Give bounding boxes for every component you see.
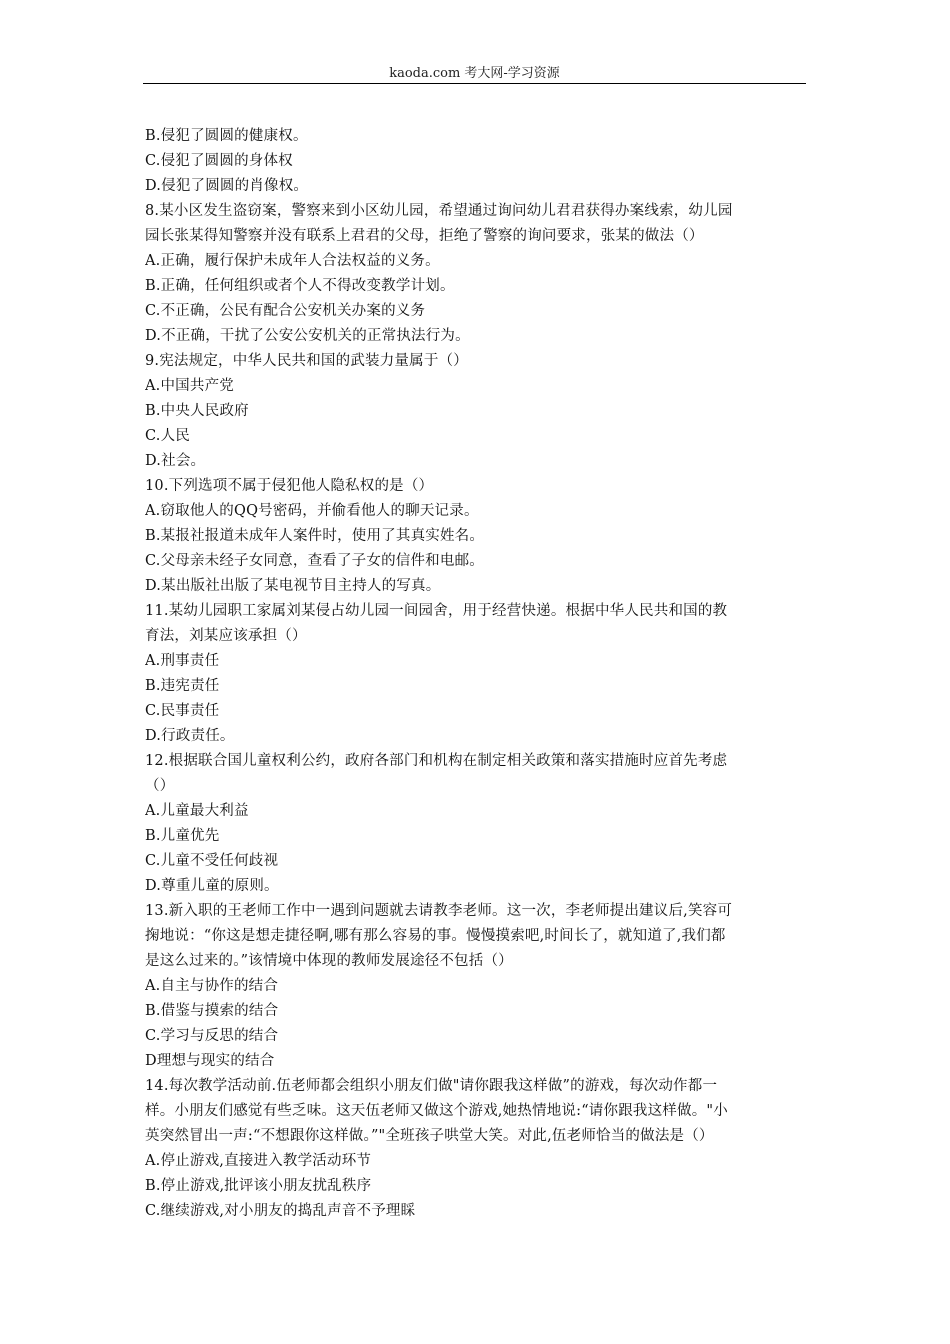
- text-line: B.违宪责任: [145, 678, 220, 694]
- text-line: 掬地说：“你这是想走捷径啊,哪有那么容易的事。慢慢摸索吧,时间长了，就知道了,我们都: [145, 928, 726, 944]
- text-line: C.人民: [145, 428, 190, 444]
- question-14: 14.每次教学活动前.伍老师都会组织小朋友们做"请你跟我这样做”的游戏，每次动作都一: [145, 1078, 718, 1094]
- text-line: （）: [145, 778, 175, 794]
- text-line: B.正确，任何组织或者个人不得改变教学计划。: [145, 278, 455, 294]
- question-13: 13.新入职的王老师工作中一遇到问题就去请教李老师。这一次，李老师提出建议后,笑容可: [145, 903, 733, 919]
- text-line: 育法，刘某应该承担（）: [145, 628, 307, 644]
- text-line: A.正确，履行保护未成年人合法权益的义务。: [145, 253, 440, 269]
- header-rule: [143, 83, 806, 84]
- text-line: D.尊重儿童的原则。: [145, 878, 279, 894]
- text-line: D.社会。: [145, 453, 206, 469]
- text-line: D.行政责任。: [145, 728, 235, 744]
- question-9: 9.宪法规定，中华人民共和国的武装力量属于（）: [145, 353, 468, 369]
- question-11: 11.某幼儿园职工家属刘某侵占幼儿园一间园舍，用于经营快递。根据中华人民共和国的教: [145, 603, 728, 619]
- document-body: [145, 124, 807, 1224]
- question-10: 10.下列选项不属于侵犯他人隐私权的是（）: [145, 478, 434, 494]
- text-line: B.停止游戏,批评该小朋友扰乱秩序: [145, 1178, 372, 1194]
- text-line: A.刑事责任: [145, 653, 220, 669]
- text-line: B.中央人民政府: [145, 403, 249, 419]
- text-line: D.某出版社出版了某电视节目主持人的写真。: [145, 578, 441, 594]
- text-line: C.儿童不受任何歧视: [145, 853, 279, 869]
- text-line: A.停止游戏,直接进入教学活动环节: [145, 1153, 372, 1169]
- text-line: C.学习与反思的结合: [145, 1028, 279, 1044]
- text-line: C.不正确，公民有配合公安机关办案的义务: [145, 303, 426, 319]
- text-line: B.某报社报道未成年人案件时，使用了其真实姓名。: [145, 528, 485, 544]
- text-line: 园长张某得知警察并没有联系上君君的父母，拒绝了警察的询问要求，张某的做法（）: [145, 228, 704, 244]
- text-line: 英突然冒出一声:“不想跟你这样做。”"全班孩子哄堂大笑。对此,伍老师恰当的做法是（）: [145, 1128, 714, 1144]
- text-line: B.侵犯了圆圆的健康权。: [145, 128, 308, 144]
- text-line: B.借鉴与摸索的结合: [145, 1003, 279, 1019]
- text-line: D.侵犯了圆圆的肖像权。: [145, 178, 309, 194]
- text-line: 样。小朋友们感觉有些乏味。这天伍老师又做这个游戏,她热情地说:“请你跟我这样做。"小: [145, 1103, 728, 1119]
- text-line: B.儿童优先: [145, 828, 220, 844]
- text-line: 是这么过来的。”该情境中体现的教师发展途径不包括（）: [145, 953, 513, 969]
- text-line: A.自主与协作的结合: [145, 978, 279, 994]
- text-line: C.继续游戏,对小朋友的捣乱声音不予理睬: [145, 1203, 416, 1219]
- text-line: A.中国共产党: [145, 378, 234, 394]
- text-line: A.儿童最大利益: [145, 803, 249, 819]
- question-12: 12.根据联合国儿童权利公约，政府各部门和机构在制定相关政策和落实措施时应首先考虑: [145, 753, 728, 769]
- text-line: C.父母亲未经子女同意，查看了子女的信件和电邮。: [145, 553, 484, 569]
- text-line: A.窃取他人的QQ号密码，并偷看他人的聊天记录。: [145, 503, 479, 519]
- text-line: C.侵犯了圆圆的身体权: [145, 153, 293, 169]
- text-line: D理想与现实的结合: [145, 1053, 275, 1069]
- text-line: C.民事责任: [145, 703, 220, 719]
- question-8: 8.某小区发生盗窃案，警察来到小区幼儿园，希望通过询问幼儿君君获得办案线索，幼儿园: [145, 203, 733, 219]
- text-line: D.不正确，干扰了公安公安机关的正常执法行为。: [145, 328, 470, 344]
- page-header: kaoda.com 考大网-学习资源: [389, 66, 560, 81]
